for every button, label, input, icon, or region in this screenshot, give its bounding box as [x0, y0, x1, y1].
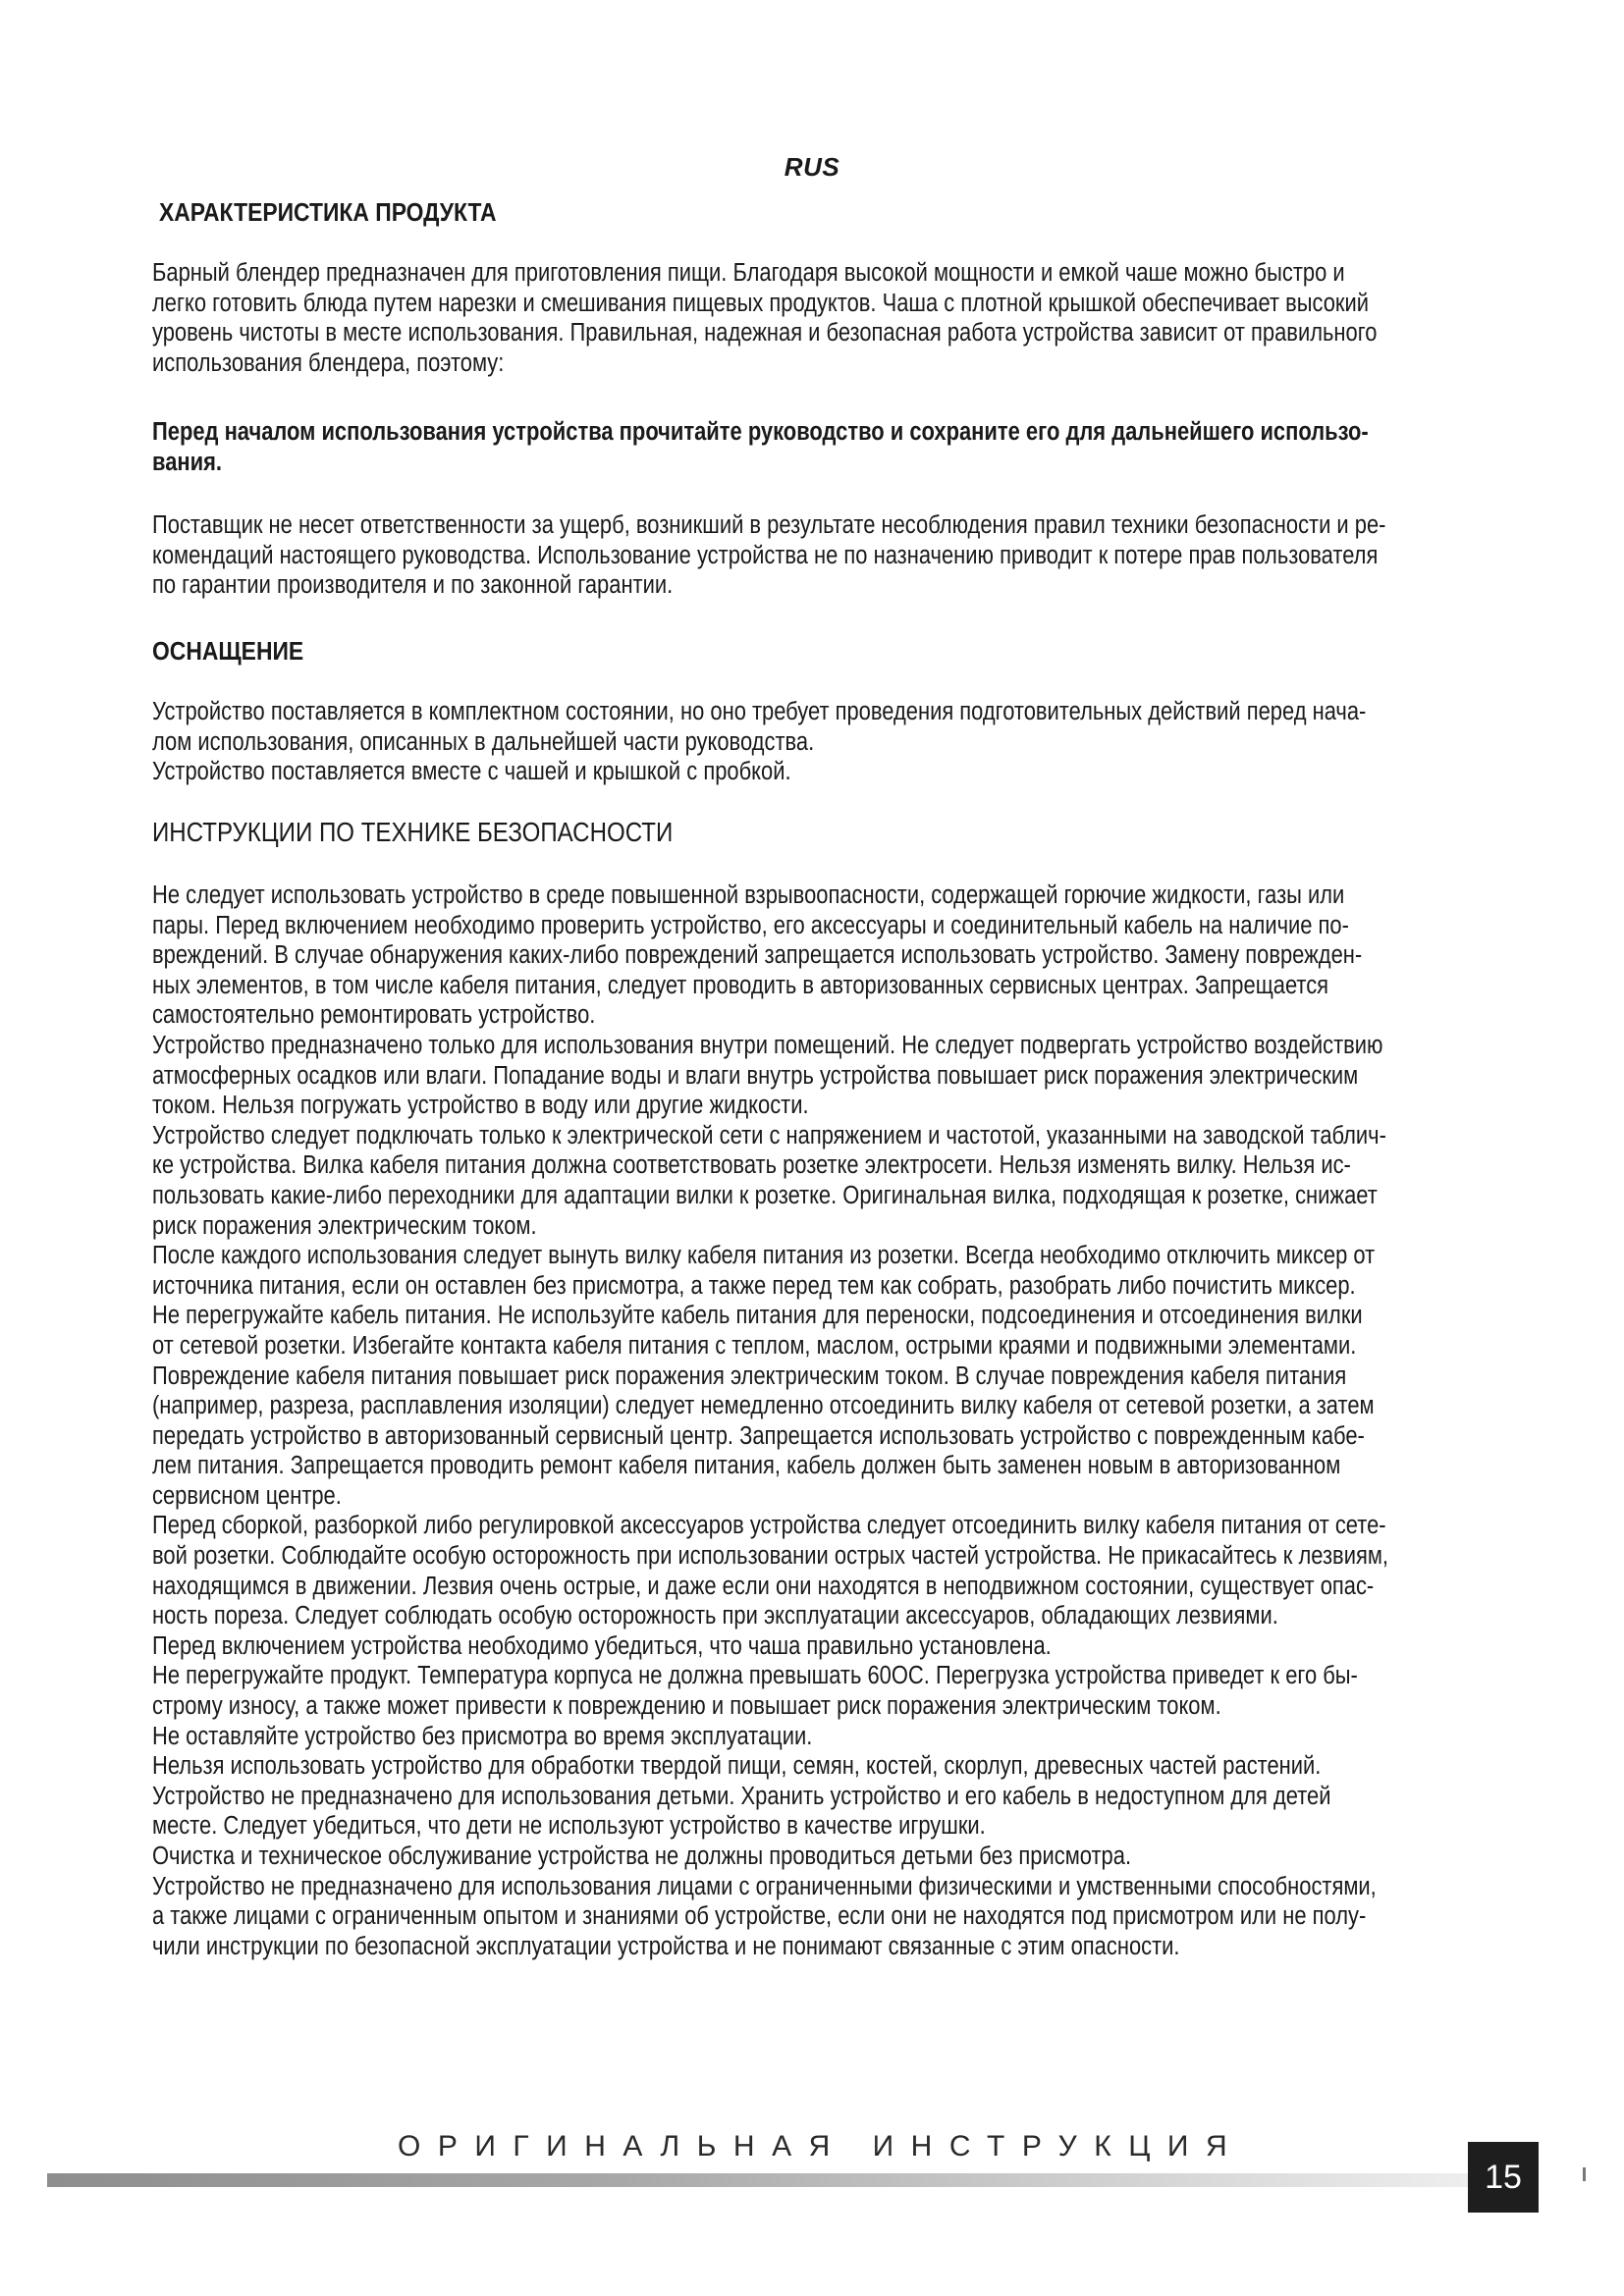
text-line: Не перегружайте продукт. Температура корпуса не должна превышать 60ОС. Перегрузка устройства приведет к его бы-: [152, 1662, 1358, 1690]
footer-original-instruction: ОРИГИНАЛЬНАЯ ИНСТРУКЦИЯ: [398, 2130, 1245, 2163]
text-line: передать устройство в авторизованный сервисный центр. Запрещается использовать устройство с поврежденным кабе-: [152, 1421, 1365, 1450]
text-line: источника питания, если он оставлен без присмотра, а также перед тем как собрать, разобрать либо почистить миксер.: [152, 1271, 1356, 1300]
text-line: Не оставляйте устройство без присмотра во время эксплуатации.: [152, 1722, 813, 1750]
equipment-heading: ОСНАЩЕНИЕ: [152, 636, 304, 666]
text-line: ных элементов, в том числе кабеля питания, следует проводить в авторизованных сервисных центрах. Запрещается: [152, 971, 1329, 999]
text-line: Устройство поставляется вместе с чашей и крышкой с пробкой.: [152, 758, 791, 786]
page-edge-mark: [1583, 2167, 1586, 2181]
text-line: от сетевой розетки. Избегайте контакта кабеля питания с теплом, маслом, острыми краями и подвижными элементами.: [152, 1331, 1357, 1360]
text-line: месте. Следует убедиться, что дети не используют устройство в качестве игрушки.: [152, 1812, 986, 1841]
text-line: по гарантии производителя и по законной гарантии.: [152, 571, 674, 600]
text-line: Не перегружайте кабель питания. Не используйте кабель питания для переноски, подсоединения и отсоединения вилки: [152, 1302, 1363, 1330]
text-line: самостоятельно ремонтировать устройство.: [152, 1001, 596, 1030]
language-label: RUS: [784, 152, 840, 182]
text-line: После каждого использования следует вынуть вилку кабеля питания из розетки. Всегда необходимо отключить миксер от: [152, 1242, 1376, 1270]
text-line: легко готовить блюда путем нарезки и смешивания пищевых продуктов. Чаша с плотной крышкой обеспечивает высокий: [152, 289, 1370, 317]
text-line: строму износу, а также может привести к повреждению и повышает риск поражения электрическим током.: [152, 1692, 1221, 1721]
text-line: (например, разреза, расплавления изоляции) следует немедленно отсоединить вилку кабеля от сетевой розетки, а затем: [152, 1392, 1375, 1420]
text-line: пары. Перед включением необходимо проверить устройство, его аксессуары и соединительный кабель на наличие по-: [152, 911, 1349, 939]
page-number: 15: [1468, 2142, 1539, 2213]
product-description: [152, 258, 1577, 378]
safety-instructions-text: [152, 881, 1590, 1961]
text-line: использования блендера, поэтому:: [152, 348, 505, 377]
text-line: Устройство не предназначено для использования лицами с ограниченными физическими и умственными способностями,: [152, 1872, 1377, 1900]
text-line: лем питания. Запрещается проводить ремонт кабеля питания, кабель должен быть заменен новым в авторизованном: [152, 1452, 1341, 1480]
product-characteristics-heading: ХАРАКТЕРИСТИКА ПРОДУКТА: [159, 197, 497, 227]
text-line: Не следует использовать устройство в среде повышенной взрывоопасности, содержащей горючие жидкости, газы или: [152, 881, 1345, 909]
text-line: Устройство поставляется в комплектном состоянии, но оно требует проведения подготовительных действий перед нача-: [152, 698, 1367, 725]
text-line: Очистка и техническое обслуживание устройства не должны проводиться детьми без присмотра.: [152, 1842, 1132, 1870]
text-line: сервисном центре.: [152, 1481, 342, 1510]
liability-paragraph: [152, 510, 1587, 601]
text-line: ность пореза. Следует соблюдать особую осторожность при эксплуатации аксессуаров, обладающих лезвиями.: [152, 1602, 1278, 1630]
text-line: риск поражения электрическим током.: [152, 1211, 537, 1240]
text-line: ке устройства. Вилка кабеля питания должна соответствовать розетке электросети. Нельзя изменять вилку. Нельзя ис-: [152, 1151, 1351, 1180]
text-line: Повреждение кабеля питания повышает риск поражения электрическим током. В случае повреждения кабеля питания: [152, 1362, 1347, 1390]
text-line: током. Нельзя погружать устройство в воду или другие жидкости.: [152, 1092, 809, 1120]
text-line: Устройство не предназначено для использования детьми. Хранить устройство и его кабель в недоступном для детей: [152, 1782, 1331, 1810]
text-line: уровень чистоты в месте использования. Правильная, надежная и безопасная работа устройства зависит от правильного: [152, 319, 1378, 347]
text-line: Поставщик не несет ответственности за ущерб, возникший в результате несоблюдения правил техники безопасности и ре-: [152, 511, 1386, 539]
equipment-paragraph: [152, 697, 1564, 787]
text-line: Перед включением устройства необходимо убедиться, что чаша правильно установлена.: [152, 1631, 1052, 1660]
text-line: а также лицами с ограниченным опытом и знаниями об устройстве, если они не находятся под присмотром или не полу-: [152, 1902, 1367, 1931]
text-line: Нельзя использовать устройство для обработки твердой пищи, семян, костей, скорлуп, древесных частей растений.: [152, 1752, 1322, 1781]
text-line: Барный блендер предназначен для приготовления пищи. Благодаря высокой мощности и емкой чаше можно быстро и: [152, 259, 1345, 287]
footer-gradient-bar: [47, 2173, 1481, 2187]
text-line: пользовать какие-либо переходники для адаптации вилки к розетке. Оригинальная вилка, подходящая к розетке, снижает: [152, 1181, 1378, 1209]
text-line: вой розетки. Соблюдайте особую осторожность при использовании острых частей устройства. Не прикасайтесь к лезвиям,: [152, 1542, 1389, 1571]
text-line: Перед сборкой, разборкой либо регулировкой аксессуаров устройства следует отсоединить вилку кабеля питания от сете-: [152, 1512, 1386, 1540]
text-line: атмосферных осадков или влаги. Попадание воды и влаги внутрь устройства повышает риск поражения электрическим: [152, 1061, 1359, 1090]
text-line: Перед началом использования устройства прочитайте руководство и сохраните его для дальнейшего использо-: [152, 418, 1369, 446]
text-line: вания.: [152, 448, 223, 476]
read-manual-warning: [152, 417, 1566, 477]
text-line: находящимся в движении. Лезвия очень острые, и даже если они находятся в неподвижном состоянии, существует опас-: [152, 1572, 1375, 1600]
text-line: вреждений. В случае обнаружения каких-либо повреждений запрещается использовать устройство. Замену поврежден-: [152, 941, 1363, 970]
text-line: комендаций настоящего руководства. Использование устройства не по назначению приводит к потере прав пользователя: [152, 541, 1379, 569]
text-line: лом использования, описанных в дальнейшей части руководства.: [152, 727, 815, 756]
text-line: чили инструкции по безопасной эксплуатации устройства и не понимают связанные с этим опасности.: [152, 1932, 1180, 1960]
safety-instructions-heading: ИНСТРУКЦИИ ПО ТЕХНИКЕ БЕЗОПАСНОСТИ: [152, 817, 674, 847]
text-line: Устройство следует подключать только к электрической сети с напряжением и частотой, указанными на заводской таблич-: [152, 1121, 1386, 1149]
text-line: Устройство предназначено только для использования внутри помещений. Не следует подвергать устройство воздействию: [152, 1031, 1383, 1059]
